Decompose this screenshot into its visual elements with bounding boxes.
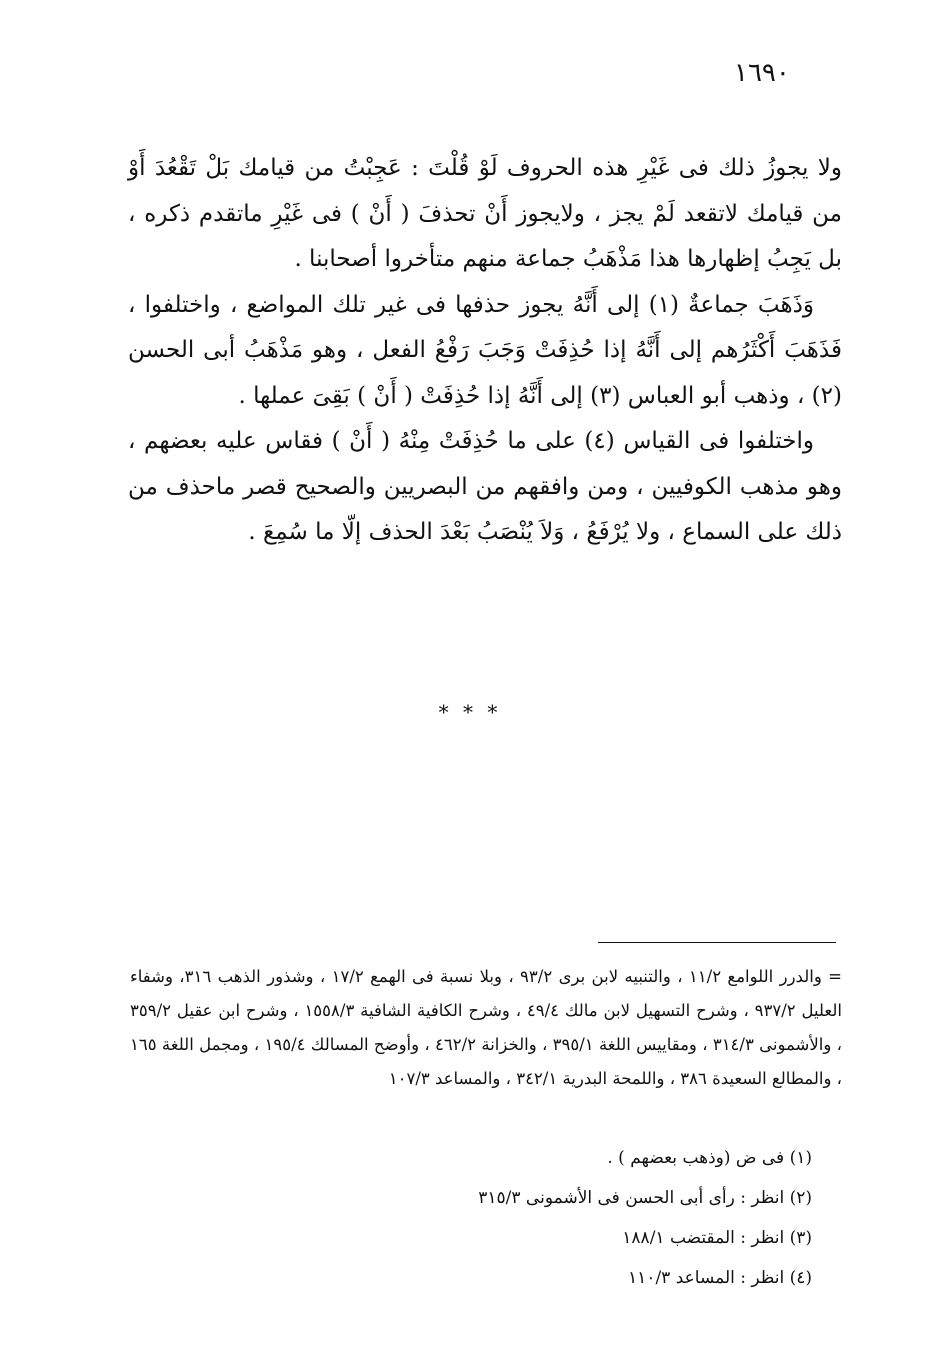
paragraph: واختلفوا فى القياس (٤) على ما حُذِفَتْ مِنْهُ ( أَنْ ) فقاس عليه بعضهم ، وهو مذهب الكوفيين ، ومن وافقهم من البصريين والصحيح قصر ماحذف من ذلك على السماع ، ولا يُرْفَعُ ، وَلاَ يُنْصَبُ بَعْدَ الحذف إلّا ما سُمِعَ . bbox=[128, 428, 842, 545]
footnote-item: (٢) انظر : رأى أبى الحسن فى الأشمونى ٣١٥/٣ bbox=[478, 1188, 812, 1208]
paragraph: ولا يجوزُ ذلك فى غَيْرِ هذه الحروف لَوْ قُلْتَ : عَجِبْتُ من قيامك بَلْ تَقْعُدَ أَوْ من قيامك لاتقعد لَمْ يجز ، ولايجوز أَنْ تحذفَ ( أَنْ ) فى غَيْرِ ماتقدم ذكره ، بل يَجِبُ إظهارها هذا مَذْهَبُ جماعة منهم متأخروا أصحابنا . bbox=[128, 155, 842, 272]
footnote-divider bbox=[598, 942, 836, 943]
footnotes-list bbox=[300, 1138, 812, 1298]
paragraph: وَذَهَبَ جماعةٌ (١) إلى أَنَّهُ يجوز حذفها فى غير تلك المواضع ، واختلفوا ، فَذَهَبَ أَكْثَرُهم إلى أَنَّهُ إذا حُذِفَتْ وَجَبَ رَفْعُ الفعل ، وهو مَذْهَبُ أبى الحسن (٢) ، وذهب أبو العباس (٣) إلى أَنَّهُ إذا حُذِفَتْ ( أَنْ ) بَقِىَ عملها . bbox=[128, 291, 842, 409]
footnote-continuation: = والدرر اللوامع ١١/٢ ، والتنبيه لابن برى ٩٣/٢ ، وبلا نسبة فى الهمع ١٧/٢ ، وشذور الذهب ٣١٦، وشفاء العليل ٩٣٧/٢ ، وشرح التسهيل لابن مالك ٤٩/٤ ، وشرح الكافية الشافية ١٥٥٨/٣ ، وشرح ابن عقيل ٣٥٩/٢ ، والأشمونى ٣١٤/٣ ، ومقاييس اللغة ٣٩٥/١ ، والخزانة ٤٦٢/٢ ، وأوضح المسالك ١٩٥/٤ ، ومجمل اللغة ١٦٥ ، والمطالع السعيدة ٣٨٦ ، واللمحة البدرية ٣٤٢/١ ، والمساعد ١٠٧/٣ bbox=[130, 967, 842, 1088]
footnote-item: (٤) انظر : المساعد ١١٠/٣ bbox=[628, 1268, 812, 1288]
main-text bbox=[128, 146, 842, 556]
footnote-item: (٣) انظر : المقتضب ١٨٨/١ bbox=[622, 1228, 812, 1248]
page-number: ١٦٩٠ bbox=[734, 58, 790, 88]
section-separator: * * * bbox=[438, 700, 502, 724]
footnote-item: (١) فى ض (وذهب بعضهم ) . bbox=[607, 1148, 812, 1168]
